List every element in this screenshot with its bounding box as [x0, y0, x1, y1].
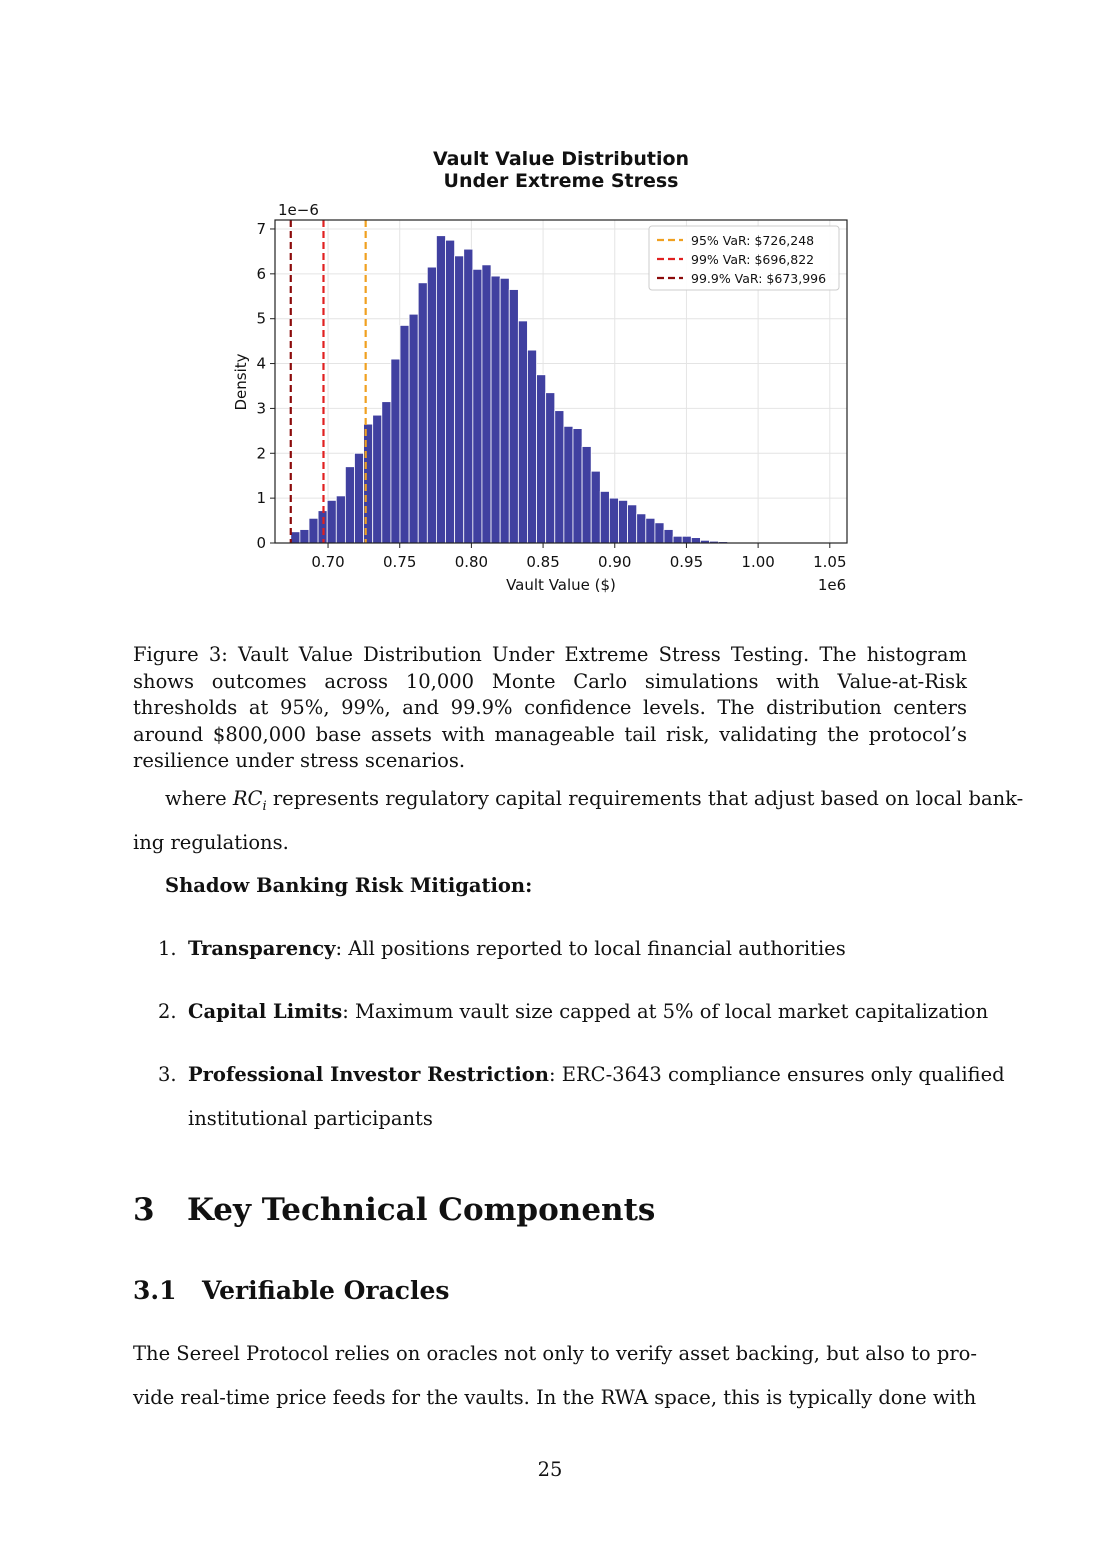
y-tick-label: 7	[256, 219, 266, 238]
histogram-bar	[655, 523, 664, 543]
histogram-bar	[537, 375, 546, 543]
legend-label: 99% VaR: $696,822	[691, 252, 815, 267]
histogram-bar	[455, 256, 464, 543]
histogram-bar	[509, 290, 518, 543]
list-item-continuation: institutional participants	[188, 1107, 433, 1130]
list-text: : All positions reported to local financial authorities	[335, 937, 846, 960]
histogram-bar	[409, 314, 418, 543]
x-multiplier-label: 1e6	[817, 576, 847, 594]
histogram-bar	[400, 325, 409, 543]
list-term: Capital Limits	[188, 1000, 343, 1023]
histogram-bar	[391, 359, 400, 543]
y-tick-label: 1	[256, 489, 266, 508]
paragraph-where-line2: ing regulations.	[133, 831, 289, 854]
page-number: 25	[537, 1458, 563, 1481]
histogram-bar	[664, 530, 673, 543]
histogram-bar	[618, 500, 627, 543]
histogram-bar	[691, 538, 700, 543]
x-tick-label: 0.85	[526, 553, 560, 571]
histogram-bar	[336, 496, 345, 543]
chart-title-line-1: Vault Value Distribution	[432, 148, 690, 170]
x-tick-label: 1.00	[741, 553, 775, 571]
list-number: 3.	[158, 1063, 177, 1086]
y-tick-label: 6	[256, 264, 266, 283]
where-prefix: where	[165, 787, 233, 810]
y-axis-label: Density	[232, 353, 250, 411]
list-term: Transparency	[188, 937, 336, 960]
rc-subscript: i	[262, 798, 267, 814]
histogram-bar	[345, 467, 354, 543]
histogram-bar	[291, 532, 300, 543]
histogram-bar	[600, 491, 609, 543]
list-number: 2.	[158, 1000, 177, 1023]
histogram-bar	[464, 249, 473, 543]
list-item-capital-limits	[158, 999, 988, 1025]
legend-label: 95% VaR: $726,248	[691, 233, 815, 248]
x-tick-label: 0.70	[311, 553, 345, 571]
histogram-bar	[673, 536, 682, 543]
histogram-bar	[418, 283, 427, 543]
x-tick-label: 0.95	[669, 553, 704, 571]
histogram-bar	[582, 447, 591, 543]
histogram-bar	[382, 402, 391, 543]
list-text: : Maximum vault size capped at 5% of local market capitalization	[342, 1000, 989, 1023]
histogram-bar	[318, 511, 327, 543]
vault-value-histogram	[220, 140, 870, 600]
chart-title-line-2: Under Extreme Stress	[443, 170, 679, 192]
histogram-bar	[327, 500, 336, 543]
histogram-bar	[546, 393, 555, 543]
histogram-bar	[682, 536, 691, 543]
histogram-bar	[300, 530, 309, 543]
paragraph-oracles-line1: The Sereel Protocol relies on oracles not only to verify asset backing, but also to pro-	[133, 1342, 977, 1365]
list-item-transparency	[158, 936, 846, 962]
histogram-bar	[309, 518, 318, 543]
y-multiplier-label: 1e−6	[278, 201, 319, 219]
x-tick-label: 0.75	[383, 553, 417, 571]
histogram-bar	[518, 321, 527, 543]
histogram-bar	[637, 514, 646, 543]
list-number: 1.	[158, 937, 177, 960]
histogram-bar	[646, 518, 655, 543]
paragraph-where-line1	[165, 786, 1023, 820]
where-suffix: represents regulatory capital requirements that adjust based on local bank-	[266, 787, 1024, 810]
section-number: 3	[133, 1192, 155, 1228]
legend-label: 99.9% VaR: $673,996	[691, 271, 827, 286]
histogram-bar	[436, 236, 445, 543]
y-tick-label: 5	[256, 309, 266, 328]
section-title: Key Technical Components	[187, 1192, 656, 1228]
histogram-bar	[354, 453, 363, 543]
histogram-bar	[482, 265, 491, 543]
figure-caption: Figure 3: Vault Value Distribution Under Extreme Stress Testing. The histogram shows outcomes across 10,000 Monte Carlo simulations with Value-at-Risk thresholds at 95%, 99%, and 99.9% confidence levels. The distribution centers around $800,000 base assets with manageable tail risk, validating the protocol’s resilience under stress scenarios.	[133, 643, 967, 772]
y-tick-label: 3	[256, 399, 266, 418]
histogram-bar	[373, 415, 382, 543]
histogram-bar	[500, 278, 509, 543]
histogram-bar	[446, 240, 455, 543]
x-tick-label: 1.05	[813, 553, 847, 571]
y-tick-label: 2	[256, 444, 266, 463]
histogram-bar	[573, 429, 582, 543]
histogram-bar	[473, 269, 482, 543]
section-heading	[133, 1192, 655, 1228]
subsection-heading	[133, 1276, 450, 1305]
histogram-bar	[591, 471, 600, 543]
y-tick-label: 0	[256, 534, 266, 552]
histogram-bar	[491, 276, 500, 543]
histogram-bar	[609, 498, 618, 543]
paragraph-oracles-line2: vide real-time price feeds for the vaults. In the RWA space, this is typically done with	[133, 1386, 977, 1409]
histogram-bar	[427, 267, 436, 543]
x-axis-label: Vault Value ($)	[506, 576, 616, 594]
histogram-bar	[555, 411, 564, 543]
list-text: : ERC-3643 compliance ensures only qualified	[548, 1063, 1005, 1086]
subheading-shadow-banking: Shadow Banking Risk Mitigation:	[165, 874, 533, 897]
y-tick-label: 4	[256, 354, 266, 373]
histogram-bar	[527, 350, 536, 543]
histogram-bar	[564, 426, 573, 543]
subsection-title: Verifiable Oracles	[202, 1276, 450, 1305]
legend	[649, 226, 839, 290]
list-item-professional-investor	[158, 1062, 1005, 1088]
x-tick-label: 0.80	[454, 553, 489, 571]
subsection-number: 3.1	[133, 1276, 177, 1305]
x-tick-label: 0.90	[598, 553, 632, 571]
list-term: Professional Investor Restriction	[188, 1063, 549, 1086]
rc-symbol: RC	[232, 787, 263, 810]
histogram-bar	[628, 505, 637, 543]
